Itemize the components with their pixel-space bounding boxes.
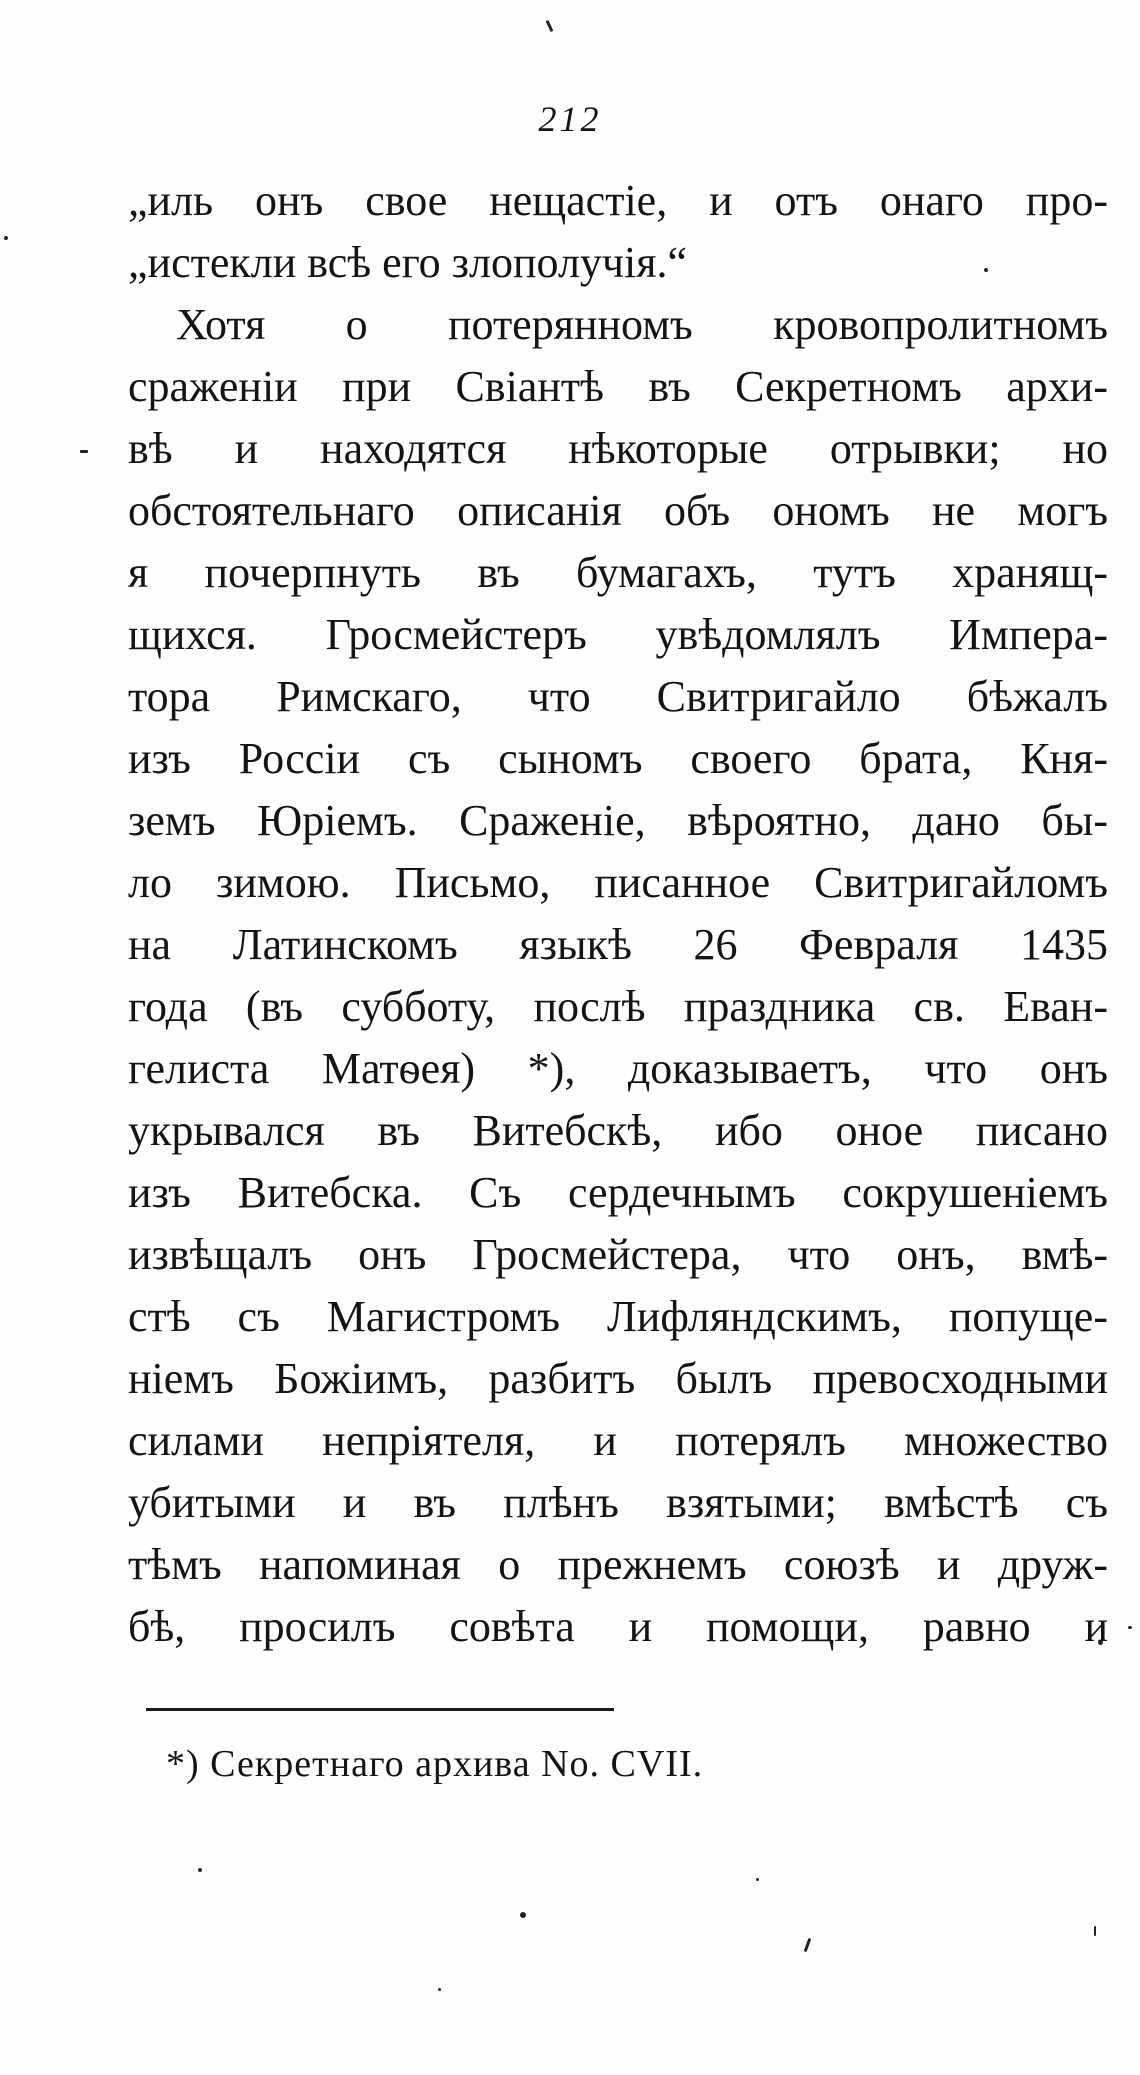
text-line: изъ Витебска. Съ сердечнымъ сокрушеніемъ (128, 1168, 1108, 1217)
text-line: стѣ съ Магистромъ Лифляндскимъ, попуще- (128, 1292, 1108, 1341)
text-line: укрывался въ Витебскѣ, ибо оное писано (128, 1106, 1108, 1155)
scan-speck (756, 1878, 759, 1881)
text-line: я почерпнуть въ бумагахъ, тутъ хранящ- (128, 548, 1108, 597)
scan-speck (546, 20, 554, 32)
scan-speck (438, 1988, 441, 1991)
scan-speck (80, 450, 88, 453)
text-line: ніемъ Божіимъ, разбитъ былъ превосходными (128, 1354, 1108, 1403)
body-text (128, 170, 1108, 1658)
footnote-rule (146, 1708, 614, 1711)
page-number: 212 (538, 99, 602, 139)
text-line: изъ Россіи съ сыномъ своего брата, Кня- (128, 734, 1108, 783)
text-line: земъ Юріемъ. Сраженіе, вѣроятно, дано бы- (128, 796, 1108, 845)
text-line: „иль онъ свое нещастіе, и отъ онаго про- (128, 176, 1108, 225)
scan-speck (4, 236, 8, 240)
text-line: убитыми и въ плѣнъ взятыми; вмѣстѣ съ (128, 1478, 1108, 1527)
text-line: бѣ, просилъ совѣта и помощи, равно и (128, 1602, 1108, 1651)
text-line: года (въ субботу, послѣ праздника св. Еван- (128, 982, 1108, 1031)
scan-speck (804, 1938, 812, 1952)
text-line: на Латинскомъ языкѣ 26 Февраля 1435 (128, 920, 1108, 969)
text-line: тѣмъ напоминая о прежнемъ союзѣ и друж- (128, 1540, 1108, 1589)
text-line: Хотя о потерянномъ кровопролитномъ (176, 300, 1108, 349)
scan-speck (520, 1912, 526, 1918)
text-line: „истекли всѣ его злополучія.“ (128, 238, 688, 287)
scan-speck (198, 1868, 202, 1872)
footnote: *) Секретнаго архива No. CVII. (166, 1743, 704, 1785)
text-line: щихся. Гросмейстеръ увѣдомлялъ Импера- (128, 610, 1108, 659)
text-line: обстоятельнаго описанія объ ономъ не могъ (128, 486, 1108, 535)
text-line: силами непріятеля, и потерялъ множество (128, 1416, 1108, 1465)
text-line: вѣ и находятся нѣкоторые отрывки; но (128, 424, 1108, 473)
scan-speck (1128, 1626, 1132, 1629)
text-line: гелиста Матѳея) *), доказываетъ, что онъ (128, 1044, 1108, 1093)
scan-speck (1094, 1926, 1096, 1936)
text-line: сраженіи при Свіантѣ въ Секретномъ архи- (128, 362, 1108, 411)
text-line: извѣщалъ онъ Гросмейстера, что онъ, вмѣ- (128, 1230, 1108, 1279)
text-line: тора Римскаго, что Свитригайло бѣжалъ (128, 672, 1108, 721)
text-line: ло зимою. Письмо, писанное Свитригайломъ (128, 858, 1108, 907)
